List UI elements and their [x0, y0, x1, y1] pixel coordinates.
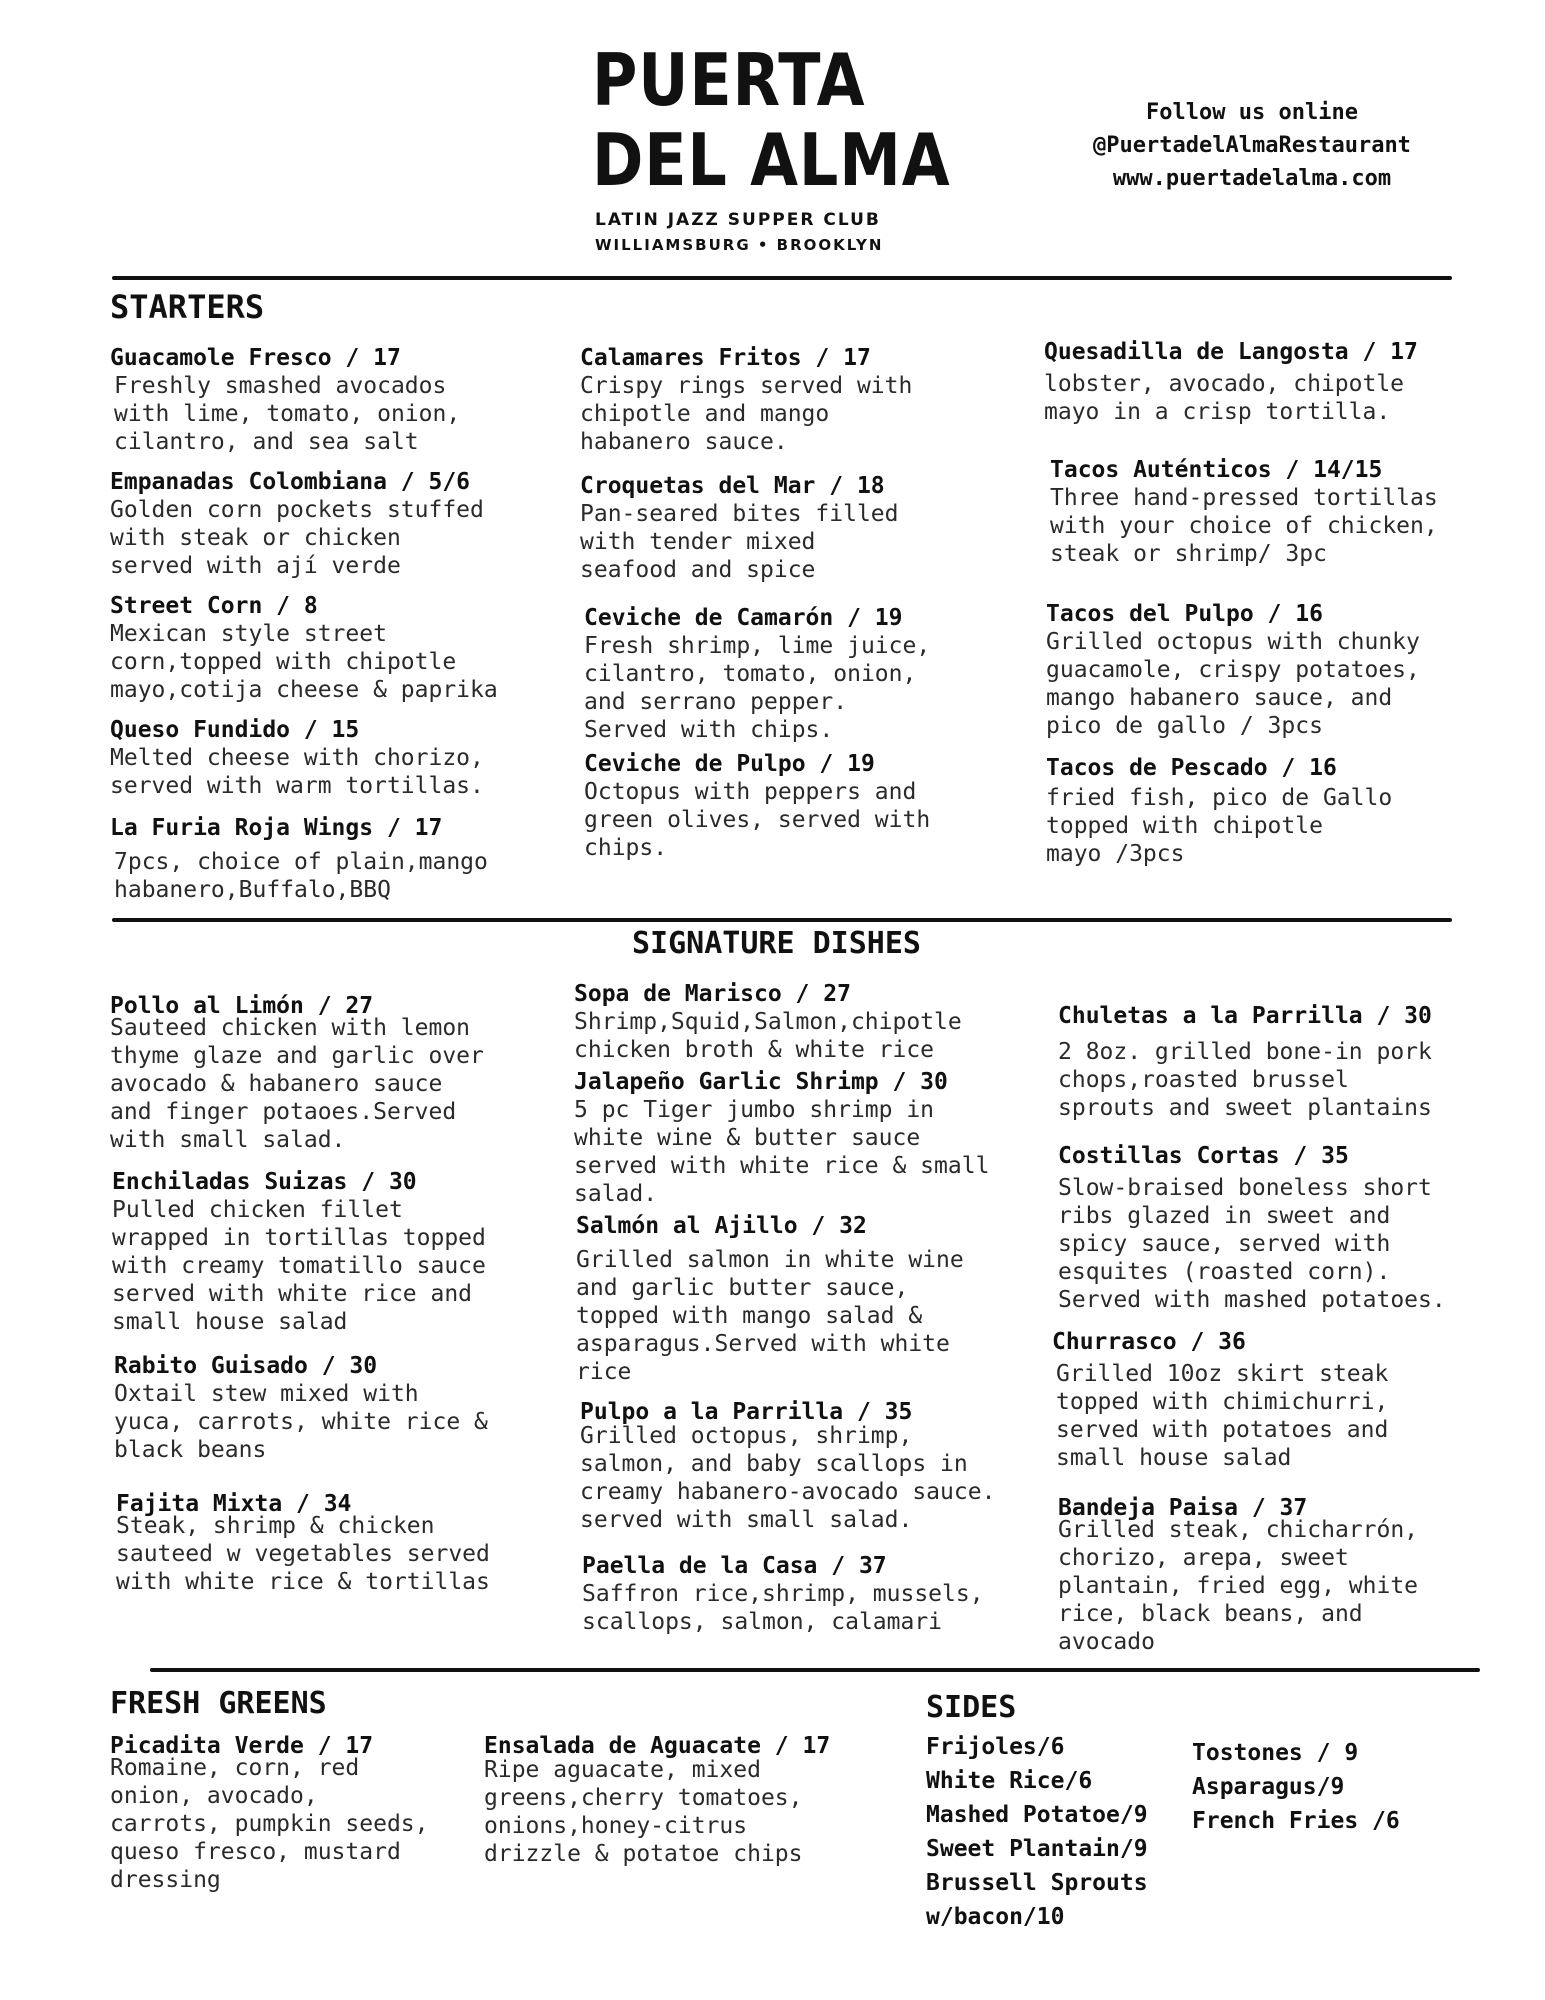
divider-top — [112, 276, 1452, 280]
item-description: Pulled chicken fillet wrapped in tortillas topped with creamy tomatillo sauce served with white rice and small house salad — [112, 1197, 486, 1335]
brand-location: WILLIAMSBURG • BROOKLYN — [595, 236, 884, 254]
menu-item — [110, 716, 484, 800]
website-link[interactable]: www.puertadelalma.com — [1112, 166, 1392, 191]
menu-item — [110, 814, 488, 904]
item-name: Chuletas a la Parrilla / 30 — [1058, 1003, 1432, 1029]
item-name: Tacos del Pulpo / 16 — [1046, 601, 1323, 627]
social-links — [1052, 96, 1452, 195]
side-item: Mashed Potatoe/9 — [926, 1802, 1148, 1828]
menu-item — [110, 1732, 429, 1894]
menu-item — [114, 1352, 488, 1464]
side-item: Frijoles/6 — [926, 1734, 1065, 1760]
menu-item — [484, 1732, 830, 1868]
item-name: Queso Fundido / 15 — [110, 717, 360, 743]
item-description: Grilled steak, chicharrón, chorizo, arepa, sweet plantain, fried egg, white rice, black beans, and avocado — [1058, 1517, 1419, 1655]
menu-item — [1050, 456, 1438, 568]
side-item: White Rice/6 — [926, 1768, 1093, 1794]
item-name: Quesadilla de Langosta / 17 — [1044, 339, 1418, 365]
menu-item — [580, 472, 899, 584]
item-name: Churrasco / 36 — [1052, 1329, 1246, 1355]
item-name: Guacamole Fresco / 17 — [110, 345, 401, 371]
side-item: w/bacon/10 — [926, 1904, 1065, 1930]
item-description: Saffron rice,shrimp, mussels, scallops, salmon, calamari — [582, 1581, 984, 1635]
item-description: lobster, avocado, chipotle mayo in a crisp tortilla. — [1044, 371, 1405, 425]
item-name: La Furia Roja Wings / 17 — [110, 815, 443, 841]
section-title-greens: FRESH GREENS — [110, 1686, 327, 1721]
menu-item — [580, 344, 912, 456]
item-name: Croquetas del Mar / 18 — [580, 473, 885, 499]
item-name: Pulpo a la Parrilla / 35 — [580, 1399, 913, 1425]
menu-item — [580, 1398, 995, 1534]
side-item: Tostones / 9 — [1192, 1740, 1359, 1766]
item-description: Sauteed chicken with lemon thyme glaze and garlic over avocado & habanero sauce and finger potaoes.Served with small salad. — [110, 1015, 484, 1153]
item-description: 7pcs, choice of plain,mango habanero,Buffalo,BBQ — [114, 849, 488, 903]
item-description: Grilled octopus, shrimp, salmon, and baby scallops in creamy habanero-avocado sauce. served with small salad. — [580, 1423, 996, 1533]
menu-item — [584, 750, 930, 862]
menu-item — [110, 592, 498, 704]
item-description: Oxtail stew mixed with yuca, carrots, white rice & black beans — [114, 1381, 488, 1463]
item-description: Crispy rings served with chipotle and mango habanero sauce. — [580, 373, 913, 455]
menu-item — [112, 1168, 486, 1336]
menu-item — [1046, 754, 1392, 868]
logo — [592, 38, 951, 260]
item-name: Enchiladas Suizas / 30 — [112, 1169, 417, 1195]
brand-name-line1: PUERTA — [592, 38, 866, 122]
menu-item — [116, 1490, 490, 1596]
menu-item — [1044, 338, 1418, 426]
item-description: Three hand-pressed tortillas with your choice of chicken, steak or shrimp/ 3pc — [1050, 485, 1438, 567]
menu-item — [1052, 1328, 1388, 1472]
menu-item — [110, 344, 460, 456]
section-title-starters: STARTERS — [110, 288, 265, 326]
menu-item — [1058, 1494, 1418, 1656]
item-name: Street Corn / 8 — [110, 593, 318, 619]
side-item: Brussell Sprouts — [926, 1870, 1148, 1896]
menu-item — [110, 992, 484, 1154]
item-description: Grilled octopus with chunky guacamole, crispy potatoes, mango habanero sauce, and pico de gallo / 3pcs — [1046, 629, 1420, 739]
item-description: Pan-seared bites filled with tender mixed seafood and spice — [580, 501, 899, 583]
item-name: Fajita Mixta / 34 — [116, 1491, 352, 1517]
item-name: Empanadas Colombiana / 5/6 — [110, 469, 471, 495]
item-description: Grilled salmon in white wine and garlic butter sauce, topped with mango salad & asparagus.Served with white rice — [576, 1247, 964, 1385]
side-item: French Fries /6 — [1192, 1808, 1400, 1834]
item-description: 2 8oz. grilled bone-in pork chops,roasted brussel sprouts and sweet plantains — [1058, 1039, 1432, 1121]
item-description: Shrimp,Squid,Salmon,chipotle chicken broth & white rice — [574, 1009, 962, 1063]
item-description: Ripe aguacate, mixed greens,cherry tomatoes, onions,honey-citrus drizzle & potatoe chips — [484, 1757, 803, 1867]
item-description: Golden corn pockets stuffed with steak or chicken served with ají verde — [110, 497, 484, 579]
item-name: Paella de la Casa / 37 — [582, 1553, 887, 1579]
item-description: Mexican style street corn,topped with chipotle mayo,cotija cheese & paprika — [110, 621, 498, 703]
item-name: Calamares Fritos / 17 — [580, 345, 871, 371]
sides-column-2 — [1192, 1736, 1400, 1838]
menu-item — [1058, 1002, 1432, 1122]
item-name: Tacos Auténticos / 14/15 — [1050, 457, 1383, 483]
menu-item — [574, 1068, 989, 1208]
item-description: 5 pc Tiger jumbo shrimp in white wine & butter sauce served with white rice & small salad. — [574, 1097, 990, 1207]
divider-starters — [112, 918, 1452, 922]
item-description: Steak, shrimp & chicken sauteed w vegetables served with white rice & tortillas — [116, 1513, 490, 1595]
side-item: Asparagus/9 — [1192, 1774, 1345, 1800]
item-description: fried fish, pico de Gallo topped with chipotle mayo /3pcs — [1046, 785, 1393, 867]
section-title-sides: SIDES — [926, 1690, 1017, 1725]
menu-item — [1058, 1142, 1446, 1314]
item-name: Costillas Cortas / 35 — [1058, 1143, 1349, 1169]
sides-column-1 — [926, 1730, 1148, 1934]
item-name: Rabito Guisado / 30 — [114, 1353, 378, 1379]
menu-item — [574, 980, 962, 1064]
menu-item — [110, 468, 484, 580]
menu-item — [584, 604, 930, 744]
item-name: Pollo al Limón / 27 — [110, 993, 374, 1019]
item-name: Jalapeño Garlic Shrimp / 30 — [574, 1069, 948, 1095]
section-title-signature: SIGNATURE DISHES — [632, 926, 921, 961]
social-handle[interactable]: @PuertadelAlmaRestaurant — [1093, 133, 1411, 158]
follow-heading: Follow us online — [1146, 100, 1358, 125]
menu-item — [576, 1212, 964, 1386]
item-name: Bandeja Paisa / 37 — [1058, 1495, 1308, 1521]
item-name: Picadita Verde / 17 — [110, 1733, 374, 1759]
item-name: Salmón al Ajillo / 32 — [576, 1213, 867, 1239]
item-name: Ensalada de Aguacate / 17 — [484, 1733, 831, 1759]
item-description: Fresh shrimp, lime juice, cilantro, tomato, onion, and serrano pepper. Served with chips. — [584, 633, 931, 743]
item-name: Ceviche de Camarón / 19 — [584, 605, 903, 631]
item-description: Grilled 10oz skirt steak topped with chimichurri, served with potatoes and small house salad — [1056, 1361, 1389, 1471]
brand-tagline: LATIN JAZZ SUPPER CLUB — [595, 210, 881, 230]
divider-signature — [150, 1668, 1480, 1672]
item-description: Slow-braised boneless short ribs glazed in sweet and spicy sauce, served with esquites (roasted corn). Served with mashed potatoes. — [1058, 1175, 1446, 1313]
menu-item — [582, 1552, 984, 1636]
item-description: Freshly smashed avocados with lime, tomato, onion, cilantro, and sea salt — [114, 373, 461, 455]
item-description: Melted cheese with chorizo, served with warm tortillas. — [110, 745, 484, 799]
item-description: Octopus with peppers and green olives, served with chips. — [584, 779, 931, 861]
brand-name-line2: DEL ALMA — [592, 118, 951, 202]
menu-item — [1046, 600, 1420, 740]
side-item: Sweet Plantain/9 — [926, 1836, 1148, 1862]
item-name: Sopa de Marisco / 27 — [574, 981, 851, 1007]
item-name: Ceviche de Pulpo / 19 — [584, 751, 875, 777]
item-name: Tacos de Pescado / 16 — [1046, 755, 1337, 781]
item-description: Romaine, corn, red onion, avocado, carrots, pumpkin seeds, queso fresco, mustard dressing — [110, 1755, 429, 1893]
